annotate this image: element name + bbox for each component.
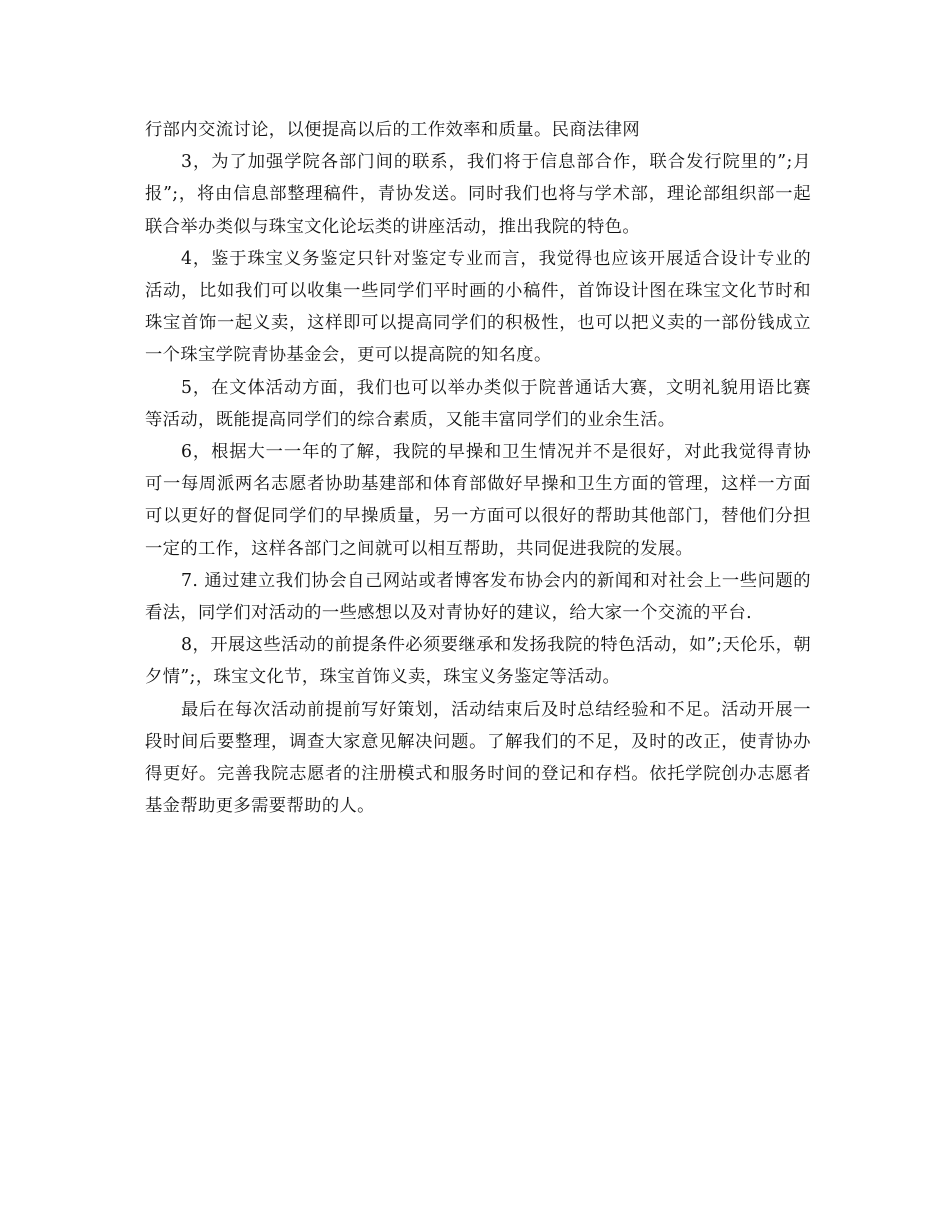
paragraph-7: 8，开展这些活动的前提条件必须要继承和发扬我院的特色活动，如”;天伦乐，朝夕情”;，珠宝文化节，珠宝首饰义卖，珠宝义务鉴定等活动。 bbox=[145, 635, 812, 688]
paragraph-4: 5，在文体活动方面，我们也可以举办类似于院普通话大赛，文明礼貌用语比赛等活动，既能提高同学们的综合素质，又能丰富同学们的业余生活。 bbox=[145, 377, 811, 430]
paragraph-8: 最后在每次活动前提前写好策划，活动结束后及时总结经验和不足。活动开展一段时间后要整理，调查大家意见解决问题。了解我们的不足，及时的改正，使青协办得更好。完善我院志愿者的注册模式和服务时间的登记和存档。依托学院创办志愿者基金帮助更多需要帮助的人。 bbox=[145, 699, 811, 817]
document-body bbox=[145, 114, 811, 822]
paragraph-2: 3，为了加强学院各部门间的联系，我们将于信息部合作，联合发行院里的”;月报”;，将由信息部整理稿件，青协发送。同时我们也将与学术部，理论部组织部一起联合举办类似与珠宝文化论坛类的讲座活动，推出我院的特色。 bbox=[145, 152, 811, 237]
paragraph-3: 4，鉴于珠宝义务鉴定只针对鉴定专业而言，我觉得也应该开展适合设计专业的活动，比如我们可以收集一些同学们平时画的小稿件，首饰设计图在珠宝文化节时和珠宝首饰一起义卖，这样即可以提高同学们的积极性，也可以把义卖的一部份钱成立一个珠宝学院青协基金会，更可以提高院的知名度。 bbox=[145, 248, 811, 366]
paragraph-5: 6，根据大一一年的了解，我院的早操和卫生情况并不是很好，对此我觉得青协可一每周派两名志愿者协助基建部和体育部做好早操和卫生方面的管理，这样一方面可以更好的督促同学们的早操质量，另一方面可以很好的帮助其他部门，替他们分担一定的工作，这样各部门之间就可以相互帮助，共同促进我院的发展。 bbox=[145, 442, 811, 559]
paragraph-1: 行部内交流讨论，以便提高以后的工作效率和质量。民商法律网 bbox=[145, 120, 641, 140]
paragraph-6: 7. 通过建立我们协会自己网站或者博客发布协会内的新闻和对社会上一些问题的看法，同学们对活动的一些感想以及对青协好的建议，给大家一个交流的平台. bbox=[145, 570, 811, 624]
